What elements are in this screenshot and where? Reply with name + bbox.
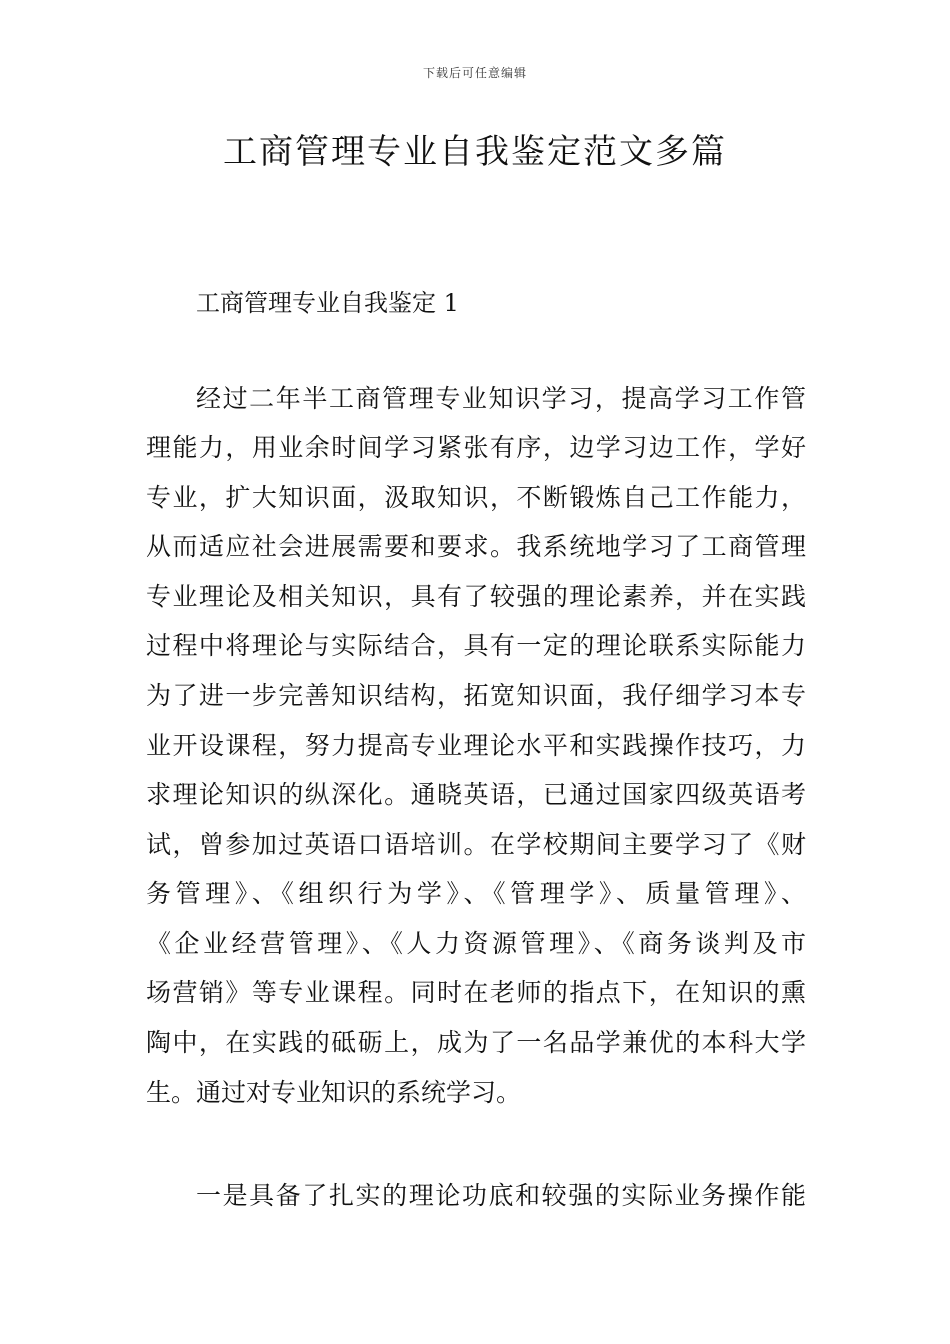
paragraph-line: 一是具备了扎实的理论功底和较强的实际业务操作能	[196, 1181, 806, 1210]
paragraph-line: 场营销》等专业课程。同时在老师的指点下，在知识的熏	[146, 978, 806, 1007]
paragraph-line: 专业，扩大知识面，汲取知识，不断锻炼自己工作能力，	[146, 483, 806, 512]
paragraph-line: 生。通过对专业知识的系统学习。	[146, 1078, 522, 1107]
document-title: 工商管理专业自我鉴定范文多篇	[223, 132, 727, 172]
section-heading: 工商管理专业自我鉴定 1	[196, 289, 459, 317]
paragraph-line: 求理论知识的纵深化。通晓英语，已通过国家四级英语考	[146, 780, 806, 809]
paragraph-line: 理能力，用业余时间学习紧张有序，边学习边工作，学好	[146, 433, 806, 462]
paragraph-line: 专业理论及相关知识，具有了较强的理论素养，并在实践	[146, 582, 806, 611]
paragraph-line: 过程中将理论与实际结合，具有一定的理论联系实际能力	[146, 631, 806, 660]
paragraph-line: 务管理》、《组织行为学》、《管理学》、质量管理》、	[146, 879, 806, 908]
paragraph-line: 试，曾参加过英语口语培训。在学校期间主要学习了《财	[146, 830, 806, 859]
paragraph-line: 经过二年半工商管理专业知识学习，提高学习工作管	[196, 384, 806, 413]
paragraph-line: 业开设课程，努力提高专业理论水平和实践操作技巧，力	[146, 731, 806, 760]
paragraph-line: 《企业经营管理》、《人力资源管理》、《商务谈判及市	[146, 929, 806, 958]
paragraph-line: 陶中，在实践的砥砺上，成为了一名品学兼优的本科大学	[146, 1028, 806, 1057]
paragraph-line: 为了进一步完善知识结构，拓宽知识面，我仔细学习本专	[146, 681, 806, 710]
paragraph-line: 从而适应社会进展需要和要求。我系统地学习了工商管理	[146, 532, 806, 561]
download-note: 下载后可任意编辑	[422, 66, 527, 80]
